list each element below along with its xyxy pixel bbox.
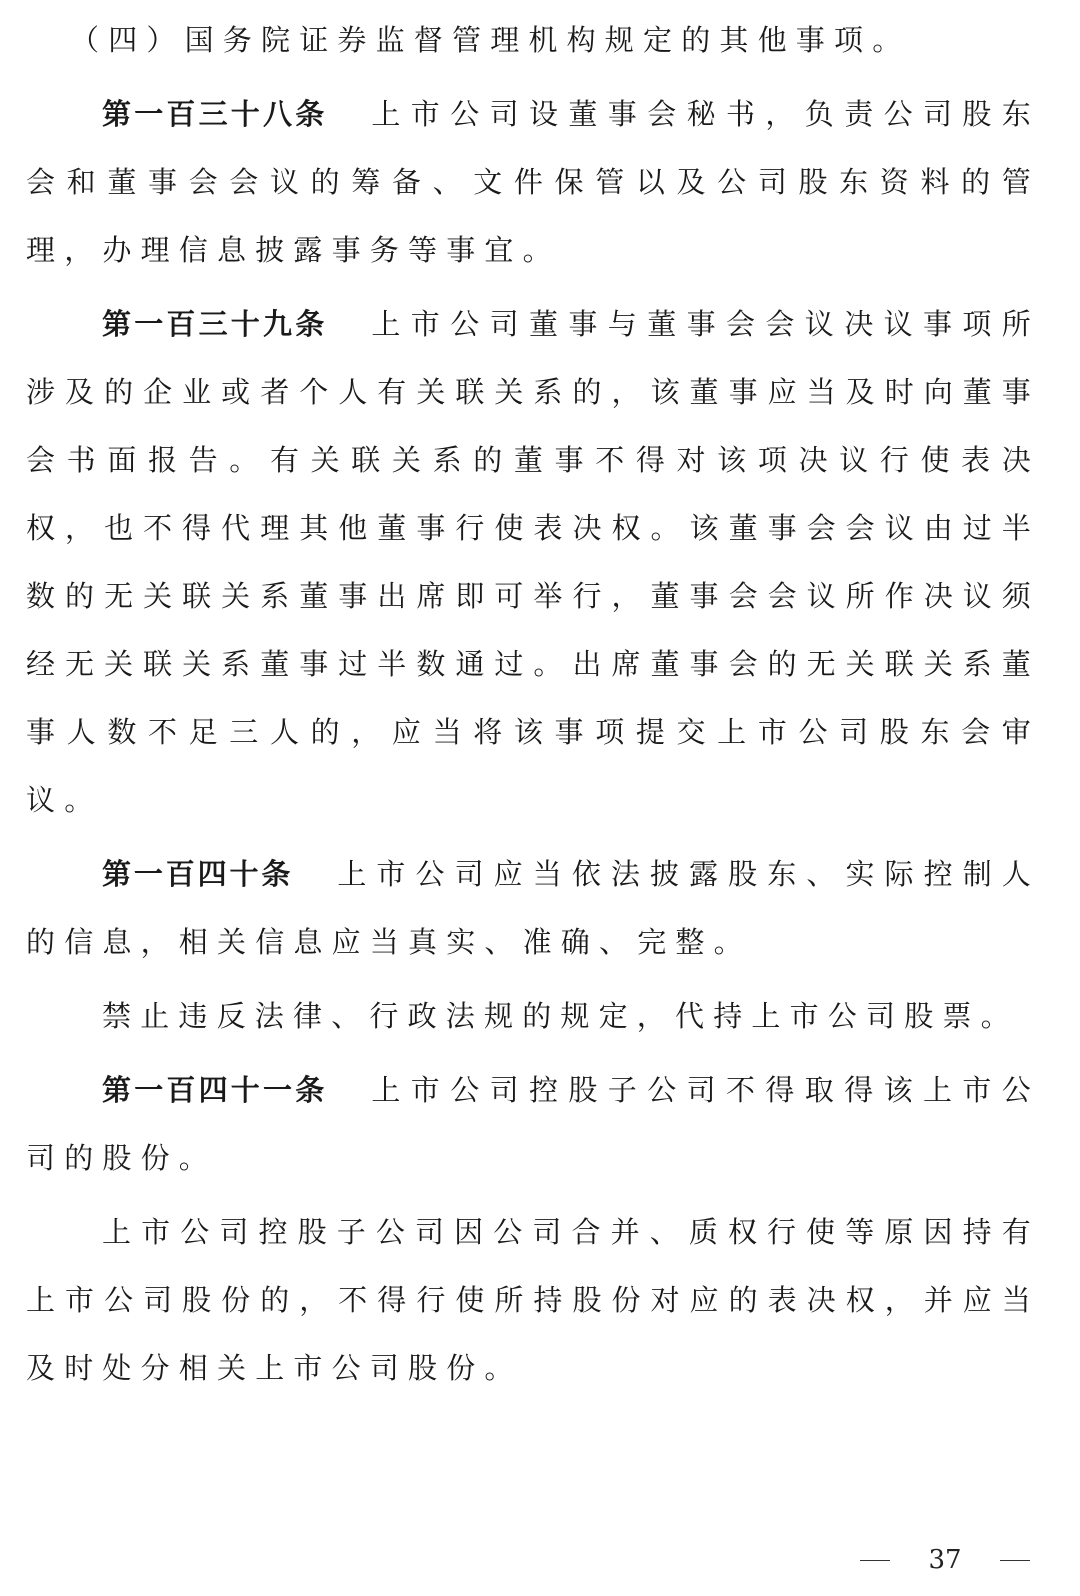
article-139 [26, 290, 1040, 834]
page-footer [860, 1540, 1030, 1580]
footer-dash-left [860, 1560, 890, 1561]
article-text: 上市公司控股子公司不得取得该上市公司的股份。 [26, 1073, 1040, 1175]
article-title: 第一百三十八条 [102, 97, 328, 131]
article-141-paragraph-2 [26, 1198, 1040, 1402]
article-title: 第一百四十条 [102, 857, 294, 891]
paragraph-text: 禁止违反法律、行政法规的规定，代持上市公司股票。 [102, 999, 1019, 1033]
paragraph-text: 上市公司控股子公司因公司合并、质权行使等原因持有上市公司股份的，不得行使所持股份对应的表决权，并应当及时处分相关上市公司股份。 [26, 1215, 1040, 1385]
article-140 [26, 840, 1040, 976]
article-title: 第一百四十一条 [102, 1073, 328, 1107]
document-body [26, 6, 1040, 1408]
footer-dash-right [1000, 1560, 1030, 1561]
article-140-paragraph-2 [26, 982, 1040, 1050]
paragraph-text: （四）国务院证券监督管理机构规定的其他事项。 [70, 23, 911, 57]
article-text: 上市公司董事与董事会会议决议事项所涉及的企业或者个人有关联关系的，该董事应当及时向董事会书面报告。有关联关系的董事不得对该项决议行使表决权，也不得代理其他董事行使表决权。该董事会会议由过半数的无关联关系董事出席即可举行，董事会会议所作决议须经无关联关系董事过半数通过。出席董事会的无关联关系董事人数不足三人的，应当将该事项提交上市公司股东会审议。 [26, 307, 1040, 817]
article-text: 上市公司设董事会秘书，负责公司股东会和董事会会议的筹备、文件保管以及公司股东资料的管理，办理信息披露事务等事宜。 [26, 97, 1040, 267]
article-title: 第一百三十九条 [102, 307, 328, 341]
paragraph-item-4 [26, 6, 1040, 74]
article-138 [26, 80, 1040, 284]
article-text: 上市公司应当依法披露股东、实际控制人的信息，相关信息应当真实、准确、完整。 [26, 857, 1040, 959]
page-number: 37 [928, 1545, 962, 1575]
article-141 [26, 1056, 1040, 1192]
